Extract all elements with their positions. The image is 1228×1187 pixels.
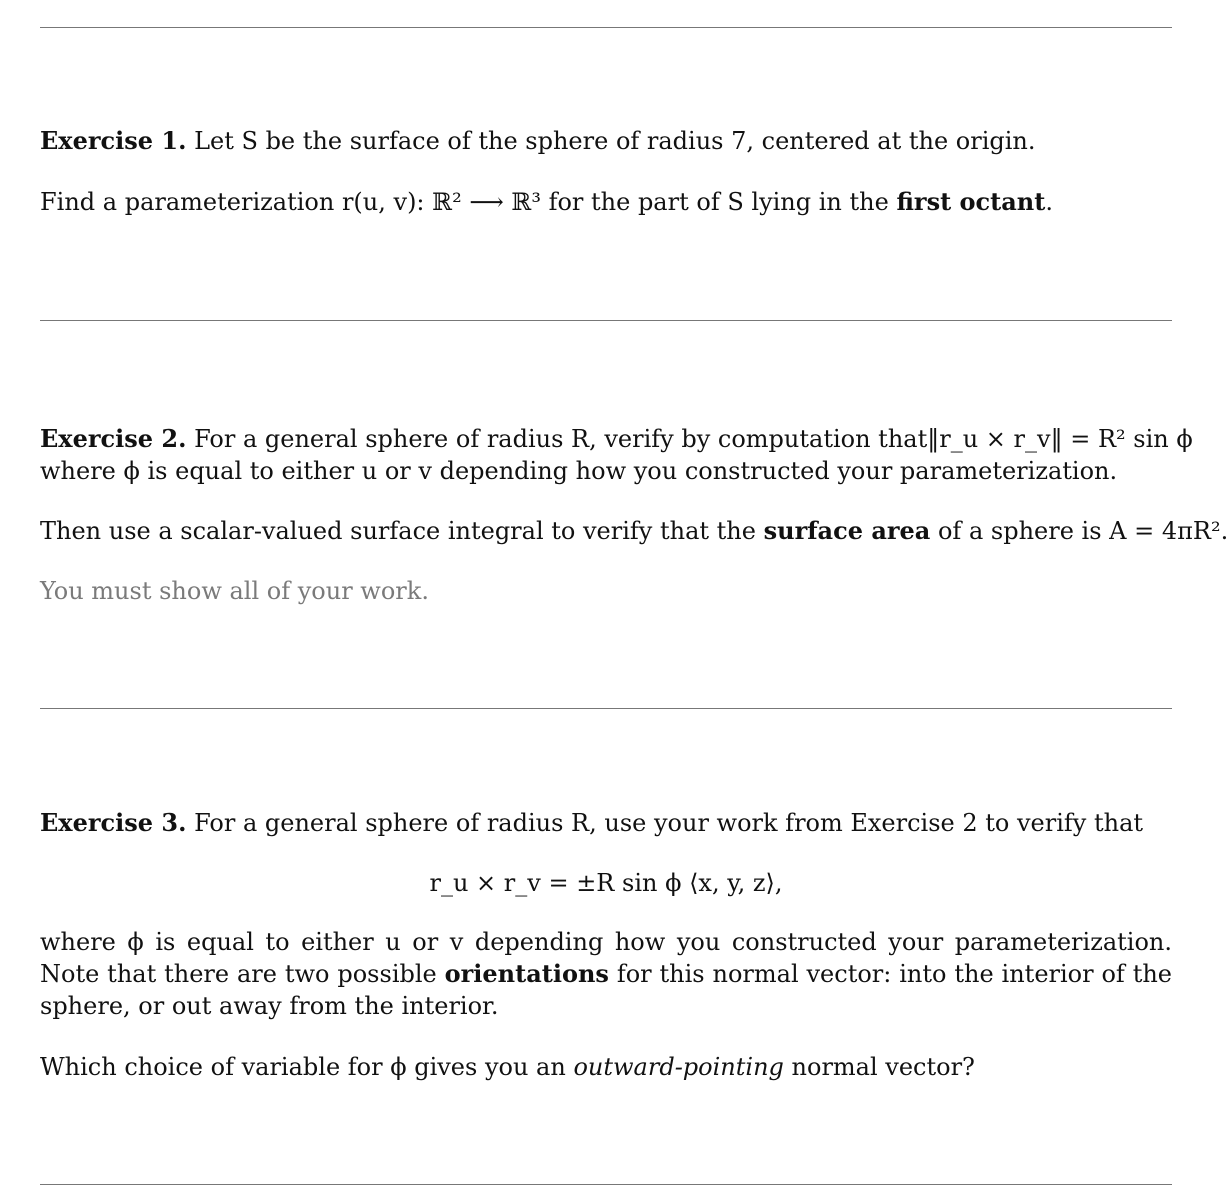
- exercise-1-label: Exercise 1.: [40, 126, 187, 155]
- exercise-3-question: [40, 1051, 1172, 1083]
- rule-after-exercise-2: [40, 708, 1172, 709]
- bottom-rule: [40, 1184, 1172, 1185]
- exercise-1-line-1: [40, 125, 1172, 157]
- exercise-3-paragraph: [40, 926, 1172, 1022]
- orientations-term: orientations: [444, 959, 609, 988]
- exercise-3-where: where ϕ is equal to either u or v depending how you constructed your parameterization. Note that there are two possible: [40, 928, 1172, 988]
- norm-formula: ‖r_u × r_v‖ = R² sin ϕ: [927, 425, 1193, 453]
- question-tail: normal vector?: [791, 1053, 975, 1081]
- exercise-3-tail: for this normal vector: into the interior of the sphere, or out away from the interior.: [40, 960, 1172, 1020]
- exercise-1-mid: for the part of S lying in the: [548, 188, 889, 216]
- top-rule: [40, 27, 1172, 28]
- outward-pointing-term: outward-pointing: [573, 1053, 784, 1081]
- area-formula: A = 4πR².: [1109, 517, 1228, 545]
- exercise-1-line-2: [40, 186, 1172, 218]
- exercise-2-where: where ϕ is equal to either u or v depending how you constructed your parameterization.: [40, 457, 1118, 485]
- exercise-2-line-1: [40, 423, 1193, 455]
- question-lead: Which choice of variable for ϕ gives you an: [40, 1053, 566, 1081]
- exercise-2-statement: For a general sphere of radius R, verify by computation that: [194, 425, 928, 453]
- exercise-3-label: Exercise 3.: [40, 808, 187, 837]
- rule-after-exercise-1: [40, 320, 1172, 321]
- surface-area-term: surface area: [763, 516, 931, 545]
- exercise-2-label: Exercise 2.: [40, 424, 187, 453]
- exercise-2-mid: of a sphere is: [937, 517, 1102, 545]
- exercise-1-end: .: [1045, 188, 1053, 216]
- first-octant-term: first octant: [896, 187, 1046, 216]
- exercise-2-then: Then use a scalar-valued surface integral to verify that the: [40, 517, 756, 545]
- exercise-2-line-2: [40, 455, 1172, 487]
- map-formula: r(u, v): ℝ² ⟶ ℝ³: [341, 188, 541, 216]
- exercise-2-line-3: [40, 515, 1228, 547]
- cross-product-display-formula: r_u × r_v = ±R sin ϕ ⟨x, y, z⟩,: [429, 869, 783, 897]
- exercise-1-lead: Find a parameterization: [40, 188, 335, 216]
- exercise-3-statement: For a general sphere of radius R, use your work from Exercise 2 to verify that: [194, 809, 1144, 837]
- exercise-3-line-1: [40, 807, 1172, 839]
- exercise-2-note: You must show all of your work.: [40, 577, 429, 605]
- exercise-1-statement: Let S be the surface of the sphere of radius 7, centered at the origin.: [194, 127, 1036, 155]
